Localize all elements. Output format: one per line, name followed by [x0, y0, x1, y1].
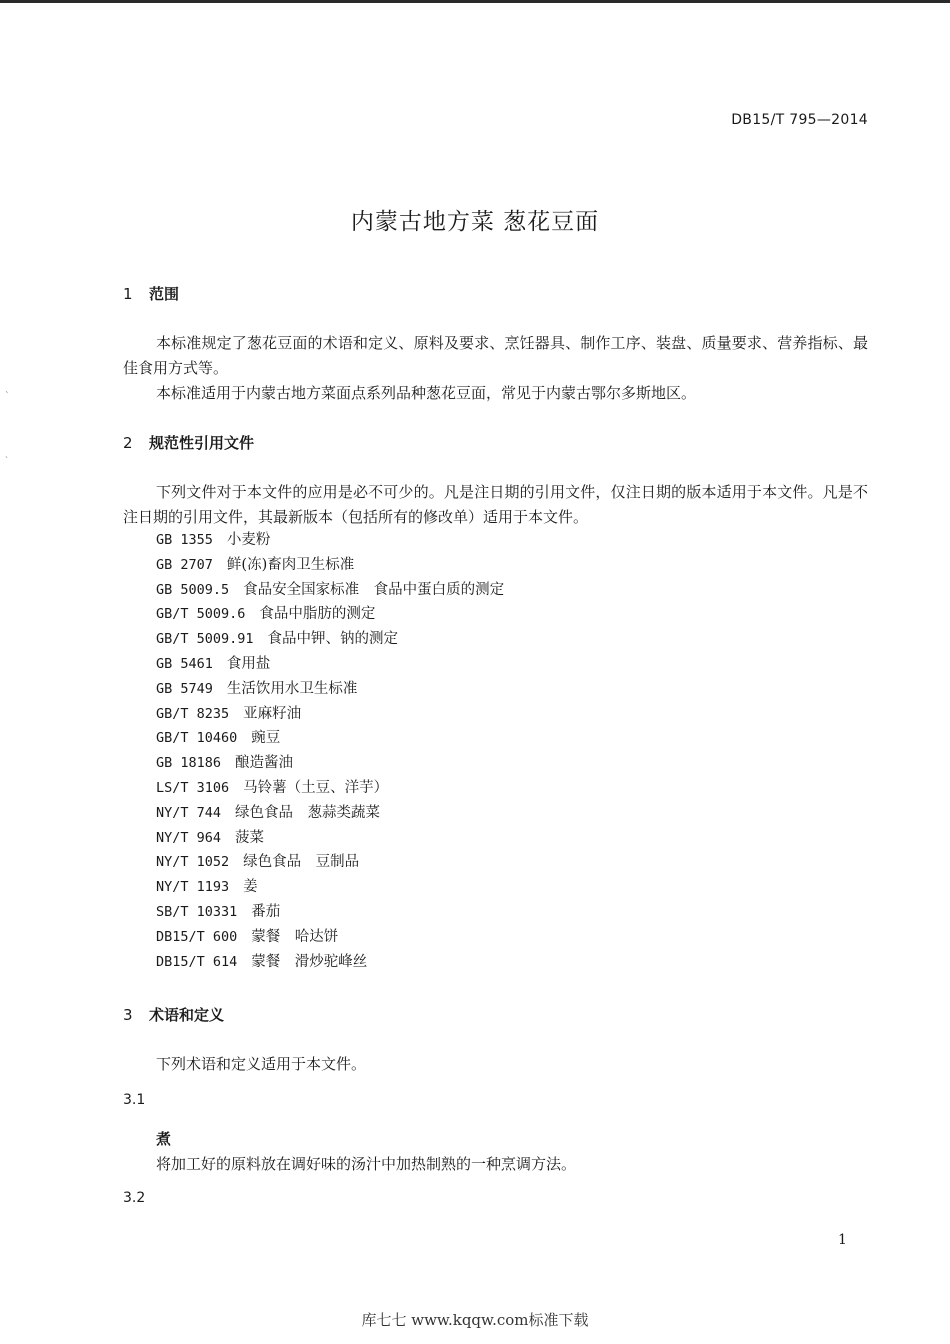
reference-name: 马铃薯（土豆、洋芋） [243, 779, 389, 796]
footer-watermark: 库七七 www.kqqw.com标准下载 [361, 1311, 589, 1329]
reference-code: GB/T 8235 [156, 705, 230, 722]
section-number: 3 [123, 1006, 133, 1024]
reference-code: NY/T 1193 [156, 879, 230, 896]
reference-item [156, 900, 504, 925]
reference-code: DB15/T 614 [156, 953, 238, 970]
reference-item [156, 801, 504, 826]
reference-name: 食品中钾、钠的测定 [267, 631, 399, 648]
reference-item [156, 627, 504, 652]
reference-code: GB/T 5009.6 [156, 606, 246, 623]
reference-name: 绿色食品 豆制品 [243, 854, 360, 871]
reference-code: SB/T 10331 [156, 903, 238, 920]
section-3-heading [123, 1004, 224, 1025]
reference-code: DB15/T 600 [156, 928, 238, 945]
section-1-paragraph-2: 本标准适用于内蒙古地方菜面点系列品种葱花豆面，常见于内蒙古鄂尔多斯地区。 [156, 384, 697, 402]
reference-name: 蒙餐 哈达饼 [251, 928, 339, 945]
section-title: 术语和定义 [149, 1006, 225, 1024]
reference-item [156, 925, 504, 950]
subsection-number-3-2: 3.2 [123, 1190, 146, 1206]
reference-item [156, 652, 504, 677]
reference-name: 食品中脂肪的测定 [259, 606, 376, 623]
page-number: 1 [838, 1232, 847, 1248]
section-1-paragraph-1: 本标准规定了葱花豆面的术语和定义、原料及要求、烹饪器具、制作工序、装盘、质量要求、营养指标、最佳食用方式等。 [123, 334, 868, 377]
reference-item [156, 751, 504, 776]
term-heading: 煮 [156, 1130, 172, 1148]
section-number: 1 [123, 285, 133, 303]
reference-name: 姜 [243, 879, 258, 896]
top-border [0, 0, 950, 3]
reference-name: 亚麻籽油 [243, 705, 302, 722]
reference-item [156, 528, 504, 553]
reference-code: NY/T 964 [156, 829, 222, 846]
normative-reference-list [156, 528, 504, 974]
standard-code: DB15/T 795—2014 [731, 112, 868, 128]
section-3-intro: 下列术语和定义适用于本文件。 [156, 1055, 367, 1073]
reference-code: GB 1355 [156, 532, 213, 548]
reference-code: GB 5009.5 [156, 581, 230, 598]
section-number: 2 [123, 434, 133, 452]
reference-code: GB 2707 [156, 556, 213, 573]
term-definition: 将加工好的原料放在调好味的汤汁中加热制熟的一种烹调方法。 [156, 1155, 577, 1173]
document-title: 内蒙古地方菜 葱花豆面 [350, 209, 600, 235]
reference-name: 菠菜 [235, 829, 265, 846]
reference-code: GB 5461 [156, 655, 213, 672]
reference-name: 番茄 [251, 903, 281, 920]
section-2-intro: 下列文件对于本文件的应用是必不可少的。凡是注日期的引用文件，仅注日期的版本适用于本文件。凡是不注日期的引用文件，其最新版本（包括所有的修改单）适用于本文件。 [123, 483, 868, 526]
reference-name: 豌豆 [251, 730, 281, 747]
reference-item [156, 677, 504, 702]
reference-item [156, 578, 504, 603]
reference-item [156, 850, 504, 875]
scan-mark: ˋ [5, 392, 10, 402]
subsection-number-3-1: 3.1 [123, 1092, 146, 1108]
scan-mark: ˏ [5, 449, 8, 459]
section-1-heading [123, 283, 179, 304]
reference-name: 食用盐 [226, 655, 271, 672]
reference-item [156, 602, 504, 627]
section-2-heading [123, 432, 254, 453]
reference-item [156, 702, 504, 727]
reference-name: 食品安全国家标准 食品中蛋白质的测定 [243, 581, 505, 598]
reference-code: GB 5749 [156, 680, 213, 697]
reference-item [156, 875, 504, 900]
reference-name: 蒙餐 滑炒驼峰丝 [251, 953, 368, 970]
reference-name: 酿造酱油 [235, 755, 294, 772]
reference-name: 鲜(冻)畜肉卫生标准 [226, 556, 355, 573]
section-title: 范围 [149, 285, 180, 303]
reference-item [156, 776, 504, 801]
reference-code: NY/T 1052 [156, 854, 230, 871]
reference-code: GB 18186 [156, 755, 222, 772]
reference-item [156, 726, 504, 751]
section-title: 规范性引用文件 [149, 434, 255, 452]
reference-item [156, 553, 504, 578]
reference-item [156, 826, 504, 851]
reference-item [156, 950, 504, 975]
reference-code: GB/T 5009.91 [156, 631, 254, 648]
reference-name: 绿色食品 葱蒜类蔬菜 [235, 804, 381, 821]
reference-name: 生活饮用水卫生标准 [226, 680, 358, 697]
reference-code: NY/T 744 [156, 804, 222, 821]
reference-name: 小麦粉 [226, 532, 271, 548]
reference-code: LS/T 3106 [156, 779, 230, 796]
reference-code: GB/T 10460 [156, 730, 238, 747]
